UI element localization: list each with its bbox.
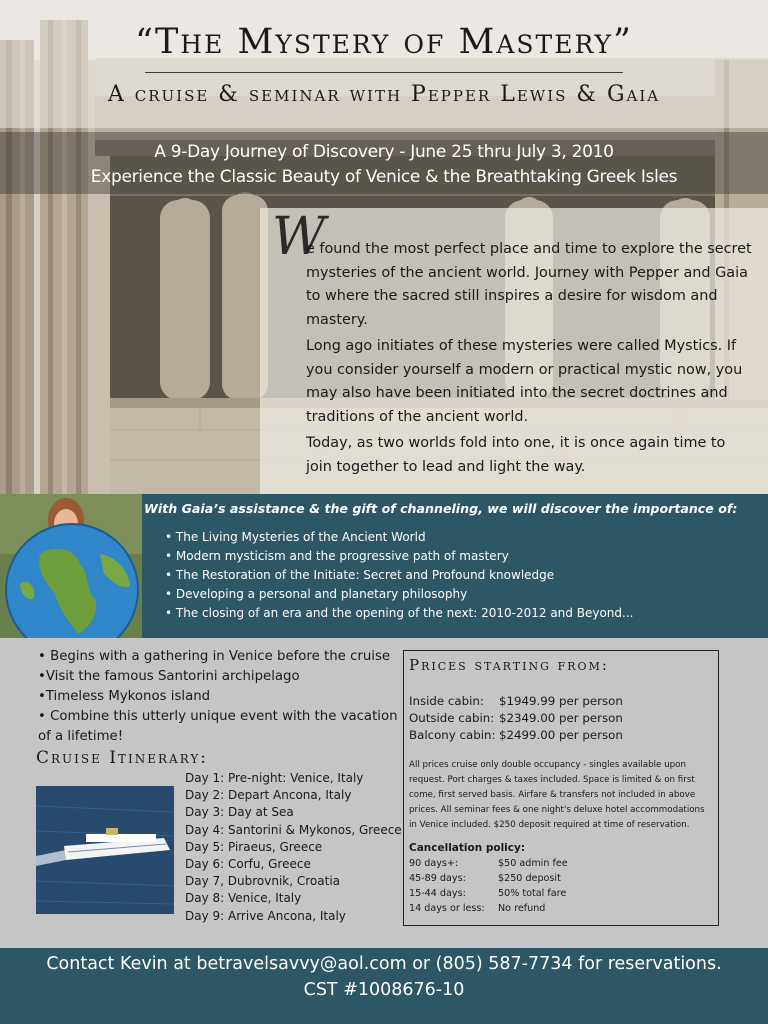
intro-paragraph: Long ago initiates of these mysteries were called Mystics. If you consider yourself a modern or practical mystic now, you may also have been initiated into the secret doctrines and traditions of the ancient world. bbox=[306, 338, 743, 425]
cst-number: CST #1008676-10 bbox=[303, 980, 465, 1000]
contact-line: Contact Kevin at betravelsavvy@aol.com or (805) 587-7734 for reservations. bbox=[46, 954, 722, 974]
list-item: • The Living Mysteries of the Ancient World bbox=[165, 530, 426, 544]
itinerary-title: Cruise Itinerary: bbox=[36, 748, 209, 768]
intro-paragraph: Today, as two worlds fold into one, it is once again time to join together to lead and light the way. bbox=[306, 435, 726, 475]
price-row bbox=[409, 694, 623, 708]
cruise-ship-image bbox=[36, 786, 174, 914]
list-item: •Visit the famous Santorini archipelago bbox=[38, 669, 300, 684]
list-item: • Combine this utterly unique event with the vacation of a lifetime! bbox=[38, 709, 398, 744]
cancellation-label: 90 days+: bbox=[409, 858, 459, 869]
page-subtitle: A cruise & seminar with Pepper Lewis & Gaia bbox=[107, 82, 661, 107]
discover-heading: With Gaia’s assistance & the gift of channeling, we will discover the importance of: bbox=[144, 501, 738, 516]
globe-photo bbox=[0, 494, 142, 638]
price-row bbox=[409, 728, 623, 742]
highlights-list bbox=[38, 647, 398, 747]
intro-text bbox=[306, 238, 754, 482]
itinerary-day: Day 6: Corfu, Greece bbox=[185, 857, 311, 872]
cancellation-row bbox=[409, 888, 566, 899]
list-item: • Modern mysticism and the progressive path of mastery bbox=[165, 549, 509, 563]
list-item: • The Restoration of the Initiate: Secret and Profound knowledge bbox=[165, 568, 555, 582]
cancellation-row bbox=[409, 873, 561, 884]
cancellation-row bbox=[409, 903, 545, 914]
list-item: •Timeless Mykonos island bbox=[38, 689, 211, 704]
cancellation-label: 14 days or less: bbox=[409, 903, 485, 914]
discover-list bbox=[165, 528, 633, 623]
itinerary-list bbox=[185, 770, 402, 925]
title-band bbox=[0, 0, 768, 128]
itinerary-day: Day 1: Pre-night: Venice, Italy bbox=[185, 771, 364, 785]
intro-dropcap: W bbox=[272, 207, 326, 267]
cancellation-value: No refund bbox=[498, 903, 546, 914]
price-value: $2349.00 per person bbox=[499, 711, 623, 725]
list-item: • The closing of an era and the opening of the next: 2010-2012 and Beyond... bbox=[165, 606, 634, 620]
itinerary-day: Day 5: Piraeus, Greece bbox=[185, 839, 323, 854]
journey-tagline: Experience the Classic Beauty of Venice & the Breathtaking Greek Isles bbox=[90, 167, 678, 187]
cancellation-label: 15-44 days: bbox=[409, 888, 466, 899]
cancellation-value: 50% total fare bbox=[498, 888, 567, 899]
price-row bbox=[409, 711, 623, 725]
price-label: Balcony cabin: bbox=[409, 728, 496, 742]
prices-fine-print: All prices cruise only double occupancy - singles available upon request. Port charges & taxes included. Space is limited & on first come, first served basis. Airfare & transfers not included in above prices. All seminar fees & one night's deluxe hotel accommodations in Venice included. $250 deposit required at time of reservation. bbox=[409, 760, 705, 830]
intro-paragraph: e found the most perfect place and time to explore the secret mysteries of the ancient world. Journey with Pepper and Gaia to where the sacred still inspires a desire for wisdom and mastery. bbox=[306, 241, 752, 328]
itinerary-day: Day 8: Venice, Italy bbox=[185, 891, 302, 906]
title-divider bbox=[145, 72, 623, 73]
cruise-ship-photo bbox=[36, 786, 174, 914]
price-value: $2499.00 per person bbox=[499, 728, 623, 742]
price-value: $1949.99 per person bbox=[499, 694, 623, 708]
prices-title: Prices starting from: bbox=[409, 656, 609, 674]
cancellation-value: $50 admin fee bbox=[498, 858, 568, 869]
cancellation-row bbox=[409, 858, 568, 869]
list-item: • Developing a personal and planetary philosophy bbox=[165, 587, 468, 601]
cancellation-title: Cancellation policy: bbox=[409, 842, 526, 854]
itinerary-day: Day 3: Day at Sea bbox=[185, 805, 294, 820]
itinerary-day: Day 4: Santorini & Mykonos, Greece bbox=[185, 822, 402, 837]
list-item: • Begins with a gathering in Venice before the cruise bbox=[38, 649, 391, 664]
itinerary-day: Day 9: Arrive Ancona, Italy bbox=[185, 908, 346, 923]
price-label: Outside cabin: bbox=[409, 711, 495, 725]
page-title: “The Mystery of Mastery” bbox=[135, 22, 633, 62]
itinerary-day: Day 7, Dubrovnik, Croatia bbox=[185, 874, 341, 889]
itinerary-day: Day 2: Depart Ancona, Italy bbox=[185, 788, 352, 803]
globe-woman-image bbox=[0, 494, 142, 638]
price-label: Inside cabin: bbox=[409, 694, 484, 708]
journey-dates: A 9-Day Journey of Discovery - June 25 thru July 3, 2010 bbox=[154, 142, 614, 162]
cancellation-label: 45-89 days: bbox=[409, 873, 466, 884]
cancellation-value: $250 deposit bbox=[498, 873, 561, 884]
